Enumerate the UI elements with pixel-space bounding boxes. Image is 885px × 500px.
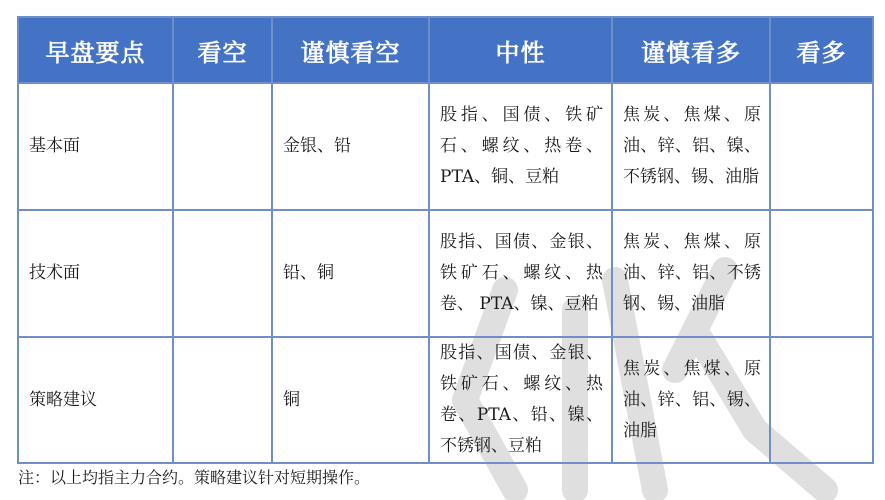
header-bullish: 看多 (770, 17, 873, 83)
cell-bearish (173, 337, 272, 463)
cell-neutral: 股指、国债、金银、铁矿石、螺纹、热卷、 PTA、镍、豆粕 (429, 210, 612, 337)
cell-bullish (770, 337, 873, 463)
footnote: 注：以上均指主力合约。策略建议针对短期操作。 (18, 468, 371, 487)
cell-cautious-bearish: 金银、铅 (272, 83, 429, 210)
cell-cautious-bearish: 铅、铜 (272, 210, 429, 337)
row-label: 基本面 (18, 83, 173, 210)
header-row (18, 17, 873, 83)
header-bearish: 看空 (173, 17, 272, 83)
market-outlook-table (17, 16, 874, 464)
table-row-strategy (18, 337, 873, 463)
header-morning-points: 早盘要点 (18, 17, 173, 83)
row-label: 策略建议 (18, 337, 173, 463)
row-label: 技术面 (18, 210, 173, 337)
header-cautious-bullish: 谨慎看多 (612, 17, 770, 83)
cell-bearish (173, 210, 272, 337)
header-neutral: 中性 (429, 17, 612, 83)
cell-bullish (770, 83, 873, 210)
cell-bullish (770, 210, 873, 337)
cell-bearish (173, 83, 272, 210)
cell-cautious-bullish: 焦炭、焦煤、原油、锌、铝、锡、油脂 (612, 337, 770, 463)
cell-cautious-bullish: 焦炭、焦煤、原油、锌、铝、镍、不锈钢、锡、油脂 (612, 83, 770, 210)
cell-neutral: 股指、国债、铁矿石、螺纹、热卷、PTA、铜、豆粕 (429, 83, 612, 210)
cell-cautious-bearish: 铜 (272, 337, 429, 463)
cell-cautious-bullish: 焦炭、焦煤、原油、锌、铝、不锈钢、锡、油脂 (612, 210, 770, 337)
table-row-fundamentals (18, 83, 873, 210)
cell-neutral: 股指、国债、金银、铁矿石、螺纹、热卷、PTA、铅、镍、不锈钢、豆粕 (429, 337, 612, 463)
header-cautious-bearish: 谨慎看空 (272, 17, 429, 83)
table-row-technicals (18, 210, 873, 337)
